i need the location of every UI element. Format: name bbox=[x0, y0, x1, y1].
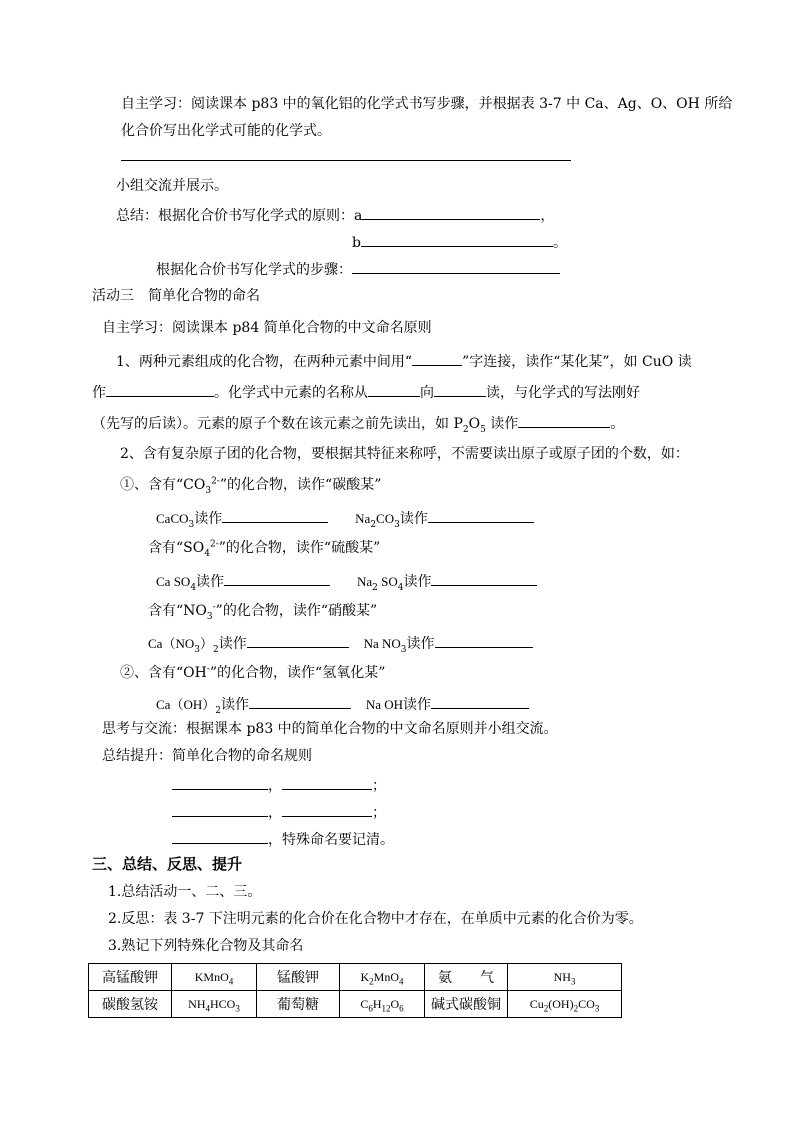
table-cell-formula: KMnO$_4$ bbox=[172, 964, 257, 991]
table-row bbox=[89, 991, 622, 1018]
rule1-line1 bbox=[116, 351, 692, 371]
naming-blank[interactable] bbox=[172, 802, 268, 817]
sup: - bbox=[212, 602, 216, 613]
cano32-blank[interactable] bbox=[247, 633, 349, 648]
sub: 3 bbox=[400, 644, 407, 655]
section3-item-2: 2.反思：表 3-7 下注明元素的化合价在化合物中才存在，在单质中元素的化合价为零。 bbox=[108, 911, 643, 927]
sub: 3 bbox=[194, 644, 200, 655]
section3-title: 三、总结、反思、提升 bbox=[92, 855, 243, 873]
special-naming-text: ，特殊命名要记清。 bbox=[268, 832, 394, 848]
punct: ， bbox=[268, 805, 282, 821]
so4-intro-a: 含有“SO bbox=[148, 540, 205, 556]
table-cell-formula: $Cu_2(OH)_2CO_3$ bbox=[508, 991, 622, 1018]
nano3-blank[interactable] bbox=[435, 633, 533, 648]
sub: 4 bbox=[397, 582, 404, 593]
sub: 3 bbox=[188, 519, 195, 530]
sub: 3 bbox=[205, 485, 212, 496]
co3-intro bbox=[120, 476, 381, 494]
rule1-text-f: 读，与化学式的写法刚好 bbox=[486, 385, 640, 401]
co3-formulas bbox=[156, 508, 534, 528]
compounds-table bbox=[88, 963, 622, 1018]
punct: 。 bbox=[552, 235, 567, 251]
cano32-formula: Ca（NO bbox=[148, 636, 195, 651]
from-blank[interactable] bbox=[368, 382, 420, 397]
read-label: 读作 bbox=[194, 511, 223, 527]
caso4-formula: Ca SO bbox=[156, 574, 191, 589]
oh-formulas bbox=[156, 694, 529, 714]
table-cell-name: 碱式碳酸铜 bbox=[425, 991, 508, 1018]
na2so4-blank[interactable] bbox=[431, 571, 537, 586]
naming-rule-row-2 bbox=[172, 802, 386, 822]
table-cell-name: 高锰酸钾 bbox=[89, 964, 172, 991]
caco3-blank[interactable] bbox=[222, 508, 328, 523]
sub: 2 bbox=[372, 582, 378, 593]
no3-intro bbox=[148, 602, 377, 620]
naming-rule-row-3 bbox=[172, 829, 394, 849]
na2co3-formula: Na bbox=[355, 511, 371, 526]
summary-principle-b bbox=[352, 232, 567, 252]
punct: ； bbox=[372, 778, 386, 794]
table-cell-formula: $NH_3$ bbox=[508, 964, 622, 991]
rule1-text-g: （先写的后读）。元素的原子个数在该元素之前先读出，如 P bbox=[92, 416, 463, 432]
punct: ， bbox=[268, 778, 282, 794]
steps-label: 根据化合价书写化学式的步骤： bbox=[156, 262, 352, 278]
naming-blank[interactable] bbox=[282, 802, 372, 817]
section3-item-3: 3.熟记下列特殊化合物及其命名 bbox=[108, 938, 304, 954]
caco3-formula: CaCO bbox=[156, 511, 189, 526]
summary-principle-label: 总结：根据化合价书写化学式的原则：a bbox=[116, 208, 363, 224]
sub: 5 bbox=[480, 424, 486, 435]
table-cell-formula: $C_6H_{12}O_6$ bbox=[340, 991, 425, 1018]
self-study-line-1: 自主学习：阅读课本 p83 中的氧化铝的化学式书写步骤，并根据表 3-7 中 Ca、Ag、O、OH 所给 bbox=[121, 96, 733, 112]
so4-formulas bbox=[156, 571, 537, 591]
p2o5-read-blank[interactable] bbox=[518, 413, 610, 428]
so4-intro-b: ”的化合物，读作“硫酸某” bbox=[218, 540, 381, 556]
oh-intro-a: ②、含有“OH bbox=[120, 665, 207, 681]
rule1-text-i: 。 bbox=[610, 416, 625, 432]
oh-intro bbox=[120, 664, 385, 682]
self-study-line-2: 化合价写出化学式可能的化学式。 bbox=[121, 123, 331, 139]
co3-intro-b: ”的化合物，读作“碳酸某” bbox=[219, 477, 382, 493]
rule1-text-d: 。化学式中元素的名称从 bbox=[214, 385, 368, 401]
naming-blank[interactable] bbox=[172, 775, 268, 790]
na2co3-blank[interactable] bbox=[428, 508, 534, 523]
rule1-text-e: 向 bbox=[420, 385, 434, 401]
sub: 2 bbox=[462, 424, 469, 435]
sup: 2- bbox=[211, 476, 220, 487]
summary-principle bbox=[116, 205, 554, 225]
read-label: 读作 bbox=[399, 511, 428, 527]
rule1-line3 bbox=[92, 413, 624, 433]
activity3-self-study: 自主学习：阅读课本 p84 简单化合物的中文命名原则 bbox=[102, 320, 432, 336]
cuo-read-blank[interactable] bbox=[106, 382, 214, 397]
sub: 2 bbox=[215, 705, 221, 716]
sup: - bbox=[206, 664, 210, 675]
principle-a-blank[interactable] bbox=[362, 205, 540, 220]
read-label: 读作 bbox=[220, 697, 249, 713]
no3-intro-a: 含有“NO bbox=[148, 603, 207, 619]
table-cell-name: 葡萄糖 bbox=[257, 991, 340, 1018]
na2so4-formula: Na bbox=[356, 574, 373, 589]
oh-intro-b: ”的化合物，读作“氢氧化某” bbox=[209, 665, 386, 681]
sub: 2 bbox=[212, 644, 219, 655]
think-and-share: 思考与交流：根据课本 p83 中的简单化合物的中文命名原则并小组交流。 bbox=[102, 721, 558, 737]
table-row bbox=[89, 964, 622, 991]
read-label: 读作 bbox=[218, 636, 247, 652]
na2so4-formula-b: SO bbox=[377, 574, 398, 589]
rule1-text-a: 1、两种元素组成的化合物，在两种元素中间用“ bbox=[116, 354, 413, 370]
naming-blank[interactable] bbox=[172, 829, 268, 844]
principle-b-label: b bbox=[352, 235, 361, 251]
to-blank[interactable] bbox=[434, 382, 486, 397]
naming-rule-row-1 bbox=[172, 775, 386, 795]
rule1-text-h: 读作 bbox=[485, 416, 519, 432]
co3-intro-a: ①、含有“CO bbox=[120, 477, 206, 493]
so4-intro bbox=[148, 539, 380, 557]
no3-formulas bbox=[148, 633, 533, 653]
sub: 2 bbox=[370, 519, 377, 530]
na2co3-formula-b: CO bbox=[376, 511, 395, 526]
rule1-text-c: 作 bbox=[92, 385, 106, 401]
nano3-formula: Na NO bbox=[363, 636, 401, 651]
table-cell-name: 锰酸钾 bbox=[257, 964, 340, 991]
rule2-text: 2、含有复杂原子团的化合物，要根据其特征来称呼，不需要读出原子或原子团的个数，如： bbox=[120, 446, 689, 462]
sub: 3 bbox=[394, 519, 400, 530]
sup: 2- bbox=[209, 539, 219, 550]
table-cell-name: 氨 气 bbox=[425, 964, 508, 991]
read-label: 读作 bbox=[403, 697, 432, 713]
principle-b-blank[interactable] bbox=[361, 232, 553, 247]
sub: 3 bbox=[206, 611, 213, 622]
punct: ； bbox=[372, 805, 386, 821]
punct: ， bbox=[540, 208, 555, 224]
connector-blank[interactable] bbox=[412, 351, 462, 366]
caoh2-blank[interactable] bbox=[249, 694, 351, 709]
section3-item-1: 1.总结活动一、二、三。 bbox=[108, 884, 262, 900]
naoh-formula: Na OH bbox=[365, 697, 404, 712]
group-share-text: 小组交流并展示。 bbox=[116, 178, 228, 194]
no3-intro-b: ”的化合物，读作“硝酸某” bbox=[215, 603, 378, 619]
read-label: 读作 bbox=[196, 574, 225, 590]
naming-blank[interactable] bbox=[282, 775, 372, 790]
sub: 4 bbox=[190, 582, 197, 593]
rule1-text-b: ”字连接，读作“某化某”，如 CuO 读 bbox=[462, 354, 692, 370]
read-label: 读作 bbox=[403, 574, 432, 590]
rule1-o: O bbox=[468, 416, 481, 432]
summary-up: 总结提升：简单化合物的命名规则 bbox=[102, 748, 312, 764]
sub: 4 bbox=[204, 548, 210, 559]
table-cell-formula: $K_2MnO_4$ bbox=[340, 964, 425, 991]
naoh-blank[interactable] bbox=[431, 694, 529, 709]
caso4-blank[interactable] bbox=[224, 571, 330, 586]
steps-blank[interactable] bbox=[352, 259, 560, 274]
caoh2-formula: Ca（OH） bbox=[156, 697, 216, 712]
cano32-formula-b: ） bbox=[199, 636, 213, 651]
table-cell-name: 碳酸氢铵 bbox=[89, 991, 172, 1018]
summary-steps bbox=[156, 259, 560, 279]
read-label: 读作 bbox=[406, 636, 435, 652]
table-cell-formula: $NH_4HCO_3$ bbox=[172, 991, 257, 1018]
rule1-line2 bbox=[92, 382, 640, 402]
answer-blank-formula bbox=[121, 146, 571, 166]
activity3-title: 活动三 简单化合物的命名 bbox=[92, 288, 260, 304]
